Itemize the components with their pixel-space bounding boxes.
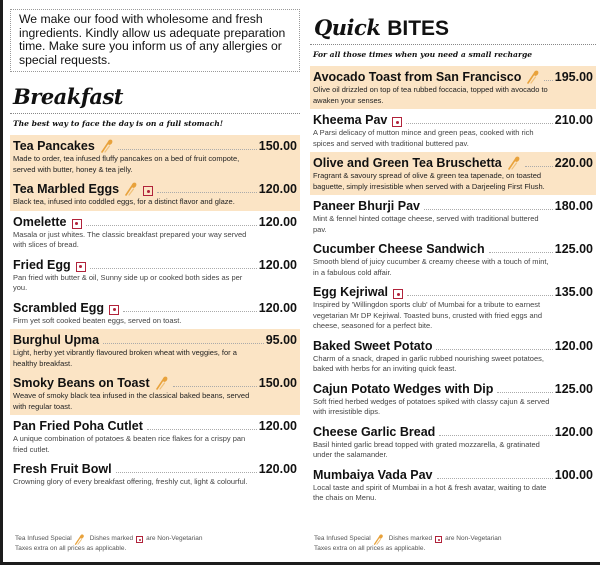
tea-spoon-icon xyxy=(124,182,138,196)
legend-tea-label: Tea Infused Special xyxy=(314,535,371,543)
menu-item-name: Cheese Garlic Bread xyxy=(313,424,436,439)
menu-item-price: 125.00 xyxy=(554,381,593,396)
menu-item-price: 180.00 xyxy=(554,199,593,213)
menu-item-header xyxy=(313,241,593,256)
dot-leader xyxy=(407,295,553,296)
menu-item-name: Pan Fried Poha Cutlet xyxy=(13,419,143,434)
quick-bites-title xyxy=(310,15,596,41)
menu-item-description: A unique combination of potatoes & beaten rice flakes for a crispy pan fried cutlet. xyxy=(13,434,246,454)
menu-item-name: Fresh Fruit Bowl xyxy=(13,462,112,477)
menu-item xyxy=(10,415,300,458)
menu-item-price: 120.00 xyxy=(258,462,297,477)
menu-item-header xyxy=(13,214,297,229)
divider xyxy=(10,113,300,114)
menu-item xyxy=(10,178,300,211)
menu-item-header xyxy=(313,198,593,213)
menu-item-header xyxy=(313,381,593,396)
breakfast-tagline: The best way to face the day is on a full stomach! xyxy=(13,119,224,129)
non-veg-icon xyxy=(392,117,402,127)
quick-bites-items xyxy=(310,66,596,507)
menu-item-description: Olive oil drizzled on top of tea rubbed foccacia, topped with avocado to awaken your senses. xyxy=(313,85,548,105)
dot-leader xyxy=(118,149,257,150)
non-veg-icon xyxy=(109,305,119,315)
tea-spoon-icon xyxy=(100,139,114,153)
menu-item-description: Mint & fennel hinted cottage cheese, served with traditional buttered pav. xyxy=(313,214,539,234)
legend-taxes: Taxes extra on all prices as applicable. xyxy=(314,545,426,552)
menu-item-name: Kheema Pav xyxy=(313,113,388,127)
menu-item-name: Smoky Beans on Toast xyxy=(13,376,150,391)
menu-item-price: 210.00 xyxy=(554,113,593,127)
menu-item-price: 125.00 xyxy=(554,242,593,256)
non-veg-icon xyxy=(76,262,86,272)
menu-item xyxy=(310,195,596,238)
menu-item-header xyxy=(13,257,297,272)
menu-item-description: Charm of a snack, draped in garlic rubbed nourishing sweet potatoes, baked with herbs for an inviting quick feast. xyxy=(313,353,544,373)
tea-spoon-icon xyxy=(526,70,540,84)
menu-item-price: 120.00 xyxy=(258,214,297,229)
dot-leader xyxy=(147,429,257,430)
menu-item-price: 100.00 xyxy=(554,467,593,482)
menu-item xyxy=(10,254,300,297)
menu-item xyxy=(310,335,596,378)
menu-item-price: 120.00 xyxy=(258,257,297,272)
menu-item-name: Paneer Bhurji Pav xyxy=(313,199,420,213)
menu-item xyxy=(10,135,300,178)
menu-item-name: Omelette xyxy=(13,214,67,229)
menu-item-description: Black tea, infused into coddled eggs, for a distinct flavor and glaze. xyxy=(13,197,235,207)
dot-leader xyxy=(437,478,553,479)
menu-item-name: Egg Kejriwal xyxy=(313,285,389,299)
menu-item-name: Baked Sweet Potato xyxy=(313,338,433,353)
quick-bites-column xyxy=(310,0,596,507)
dot-leader xyxy=(439,435,552,436)
legend-nonveg-prefix: Dishes marked xyxy=(89,535,134,543)
menu-item-header xyxy=(313,69,593,84)
tea-spoon-icon xyxy=(373,534,384,545)
breakfast-column xyxy=(10,0,300,491)
menu-item-price: 120.00 xyxy=(554,338,593,353)
menu-item xyxy=(10,458,300,491)
menu-item-price: 120.00 xyxy=(554,424,593,439)
menu-item-name: Mumbaiya Vada Pav xyxy=(313,467,433,482)
menu-item-description: Fragrant & savoury spread of olive & green tea tapenade, on toasted baguette, simply irresistible when served with a Darjeeling First Flush. xyxy=(313,171,545,191)
menu-item-description: Firm yet soft cooked beaten eggs, served on toast. xyxy=(13,315,182,325)
non-veg-icon xyxy=(136,536,143,543)
menu-item-name: Cucumber Cheese Sandwich xyxy=(313,242,485,256)
quick-bites-title-caps: BITES xyxy=(387,17,450,40)
legend-left xyxy=(15,534,202,554)
menu-item-price: 150.00 xyxy=(258,376,297,391)
non-veg-icon xyxy=(143,186,153,196)
menu-item-header xyxy=(13,181,297,196)
menu-item-name: Burghul Upma xyxy=(13,333,100,348)
menu-item-header xyxy=(313,112,593,127)
dot-leader xyxy=(90,268,257,269)
menu-item-price: 135.00 xyxy=(554,285,593,299)
breakfast-title: Breakfast xyxy=(13,84,123,110)
menu-item-name: Scrambled Egg xyxy=(13,300,104,315)
menu-item-description: Weave of smoky black tea infused in the classical baked beans, served with regular toast. xyxy=(13,391,250,411)
menu-item-header xyxy=(13,461,297,476)
non-veg-icon xyxy=(72,219,82,229)
menu-item-description: Basil hinted garlic bread topped with grated mozzarella, & gratinated under the salamander. xyxy=(313,439,540,459)
non-veg-icon xyxy=(435,536,442,543)
allergy-notice: We make our food with wholesome and fresh ingredients. Kindly allow us adequate preparation time. Make sure you inform us of any allergies or special requests. xyxy=(10,9,300,72)
menu-item-price: 120.00 xyxy=(258,182,297,197)
legend-nonveg-prefix: Dishes marked xyxy=(388,535,433,543)
dot-leader xyxy=(116,472,257,473)
legend-right xyxy=(314,534,501,554)
menu-item xyxy=(310,152,596,195)
menu-item xyxy=(310,464,596,507)
menu-item-header xyxy=(313,424,593,439)
menu-item-name: Olive and Green Tea Bruschetta xyxy=(313,156,502,170)
menu-item xyxy=(310,109,596,152)
quick-bites-title-script: Quick xyxy=(314,15,381,40)
menu-item xyxy=(310,238,596,281)
dot-leader xyxy=(497,392,552,393)
menu-item xyxy=(10,297,300,330)
menu-item xyxy=(310,281,596,335)
menu-item-header xyxy=(13,332,297,347)
menu-item-description: Light, herby yet vibrantly flavoured broken wheat with veggies, for a healthy breakfast. xyxy=(13,348,237,368)
non-veg-icon xyxy=(393,289,403,299)
menu-item-description: Masala or just whites. The classic breakfast prepared your way served with slices of bread. xyxy=(13,229,247,250)
dot-leader xyxy=(544,80,552,81)
menu-item-header xyxy=(313,284,593,299)
menu-item-name: Fried Egg xyxy=(13,257,71,272)
menu-item-header xyxy=(13,375,297,390)
menu-item-price: 220.00 xyxy=(554,156,593,170)
menu-item xyxy=(10,372,300,415)
menu-item-description: Smooth blend of juicy cucumber & creamy cheese with a touch of mint, in a fabulous cold affair. xyxy=(313,257,549,277)
menu-item-description: Local taste and spirit of Mumbai in a hot & fresh avatar, waiting to date the chais on Menu. xyxy=(313,482,547,502)
menu-item-header xyxy=(13,300,297,315)
legend-nonveg-suffix: are Non-Vegetarian xyxy=(445,535,502,543)
menu-item-price: 95.00 xyxy=(265,333,297,348)
breakfast-items xyxy=(10,135,300,491)
menu-item-description: Made to order, tea infused fluffy pancakes on a bed of fruit compote, served with butter, honey & tea jelly. xyxy=(13,154,240,174)
legend-tea-label: Tea Infused Special xyxy=(15,535,72,543)
dot-leader xyxy=(489,252,553,253)
menu-item-description: Crowning glory of every breakfast offering, freshly cut, light & colourful. xyxy=(13,477,248,487)
menu-item xyxy=(310,378,596,421)
dot-leader xyxy=(436,349,552,350)
menu-item-name: Tea Pancakes xyxy=(13,139,95,154)
dot-leader xyxy=(86,225,257,226)
dot-leader xyxy=(525,166,553,167)
menu-item-price: 150.00 xyxy=(258,139,297,154)
menu-item xyxy=(310,66,596,109)
menu-item xyxy=(10,211,300,254)
menu-item-name: Cajun Potato Wedges with Dip xyxy=(313,381,494,396)
menu-item-header xyxy=(13,418,297,433)
menu-item-description: Inspired by 'Willingdon sports club' of Mumbai for a tribute to earnest vegetarian Mr DP Kejriwal. Toasted buns, crusted with fried eggs and cheese, seasoned for a perfect bite. xyxy=(313,300,543,330)
dot-leader xyxy=(173,386,257,387)
legend-nonveg-suffix: are Non-Vegetarian xyxy=(146,535,203,543)
tea-spoon-icon xyxy=(507,156,521,170)
menu-item xyxy=(10,329,300,372)
tea-spoon-icon xyxy=(155,376,169,390)
menu-item-description: Soft fried herbed wedges of potatoes spiked with classy cajun & served with irresistible dips. xyxy=(313,396,550,416)
menu-item-description: Pan fried with butter & oil, Sunny side up or cooked both sides as per you. xyxy=(13,272,243,293)
quick-bites-tagline: For all those times when you need a small recharge xyxy=(313,50,533,59)
menu-item-header xyxy=(13,138,297,153)
menu-item-price: 120.00 xyxy=(258,419,297,434)
legend-taxes: Taxes extra on all prices as applicable. xyxy=(15,545,127,552)
divider xyxy=(310,44,596,45)
menu-item-header xyxy=(313,467,593,482)
menu-item xyxy=(310,421,596,464)
tea-spoon-icon xyxy=(74,534,85,545)
menu-item-price: 195.00 xyxy=(554,70,593,84)
dot-leader xyxy=(103,343,264,344)
menu-item-description: A Parsi delicacy of mutton mince and green peas, cooked with rich spices and served with traditional buttered pav. xyxy=(313,128,534,148)
menu-item-price: 120.00 xyxy=(258,300,297,315)
dot-leader xyxy=(123,311,257,312)
dot-leader xyxy=(424,209,553,210)
menu-item-header xyxy=(313,155,593,170)
dot-leader xyxy=(406,123,552,124)
menu-item-header xyxy=(313,338,593,353)
dot-leader xyxy=(157,192,257,193)
menu-item-name: Avocado Toast from San Francisco xyxy=(313,70,522,84)
menu-item-name: Tea Marbled Eggs xyxy=(13,182,120,197)
